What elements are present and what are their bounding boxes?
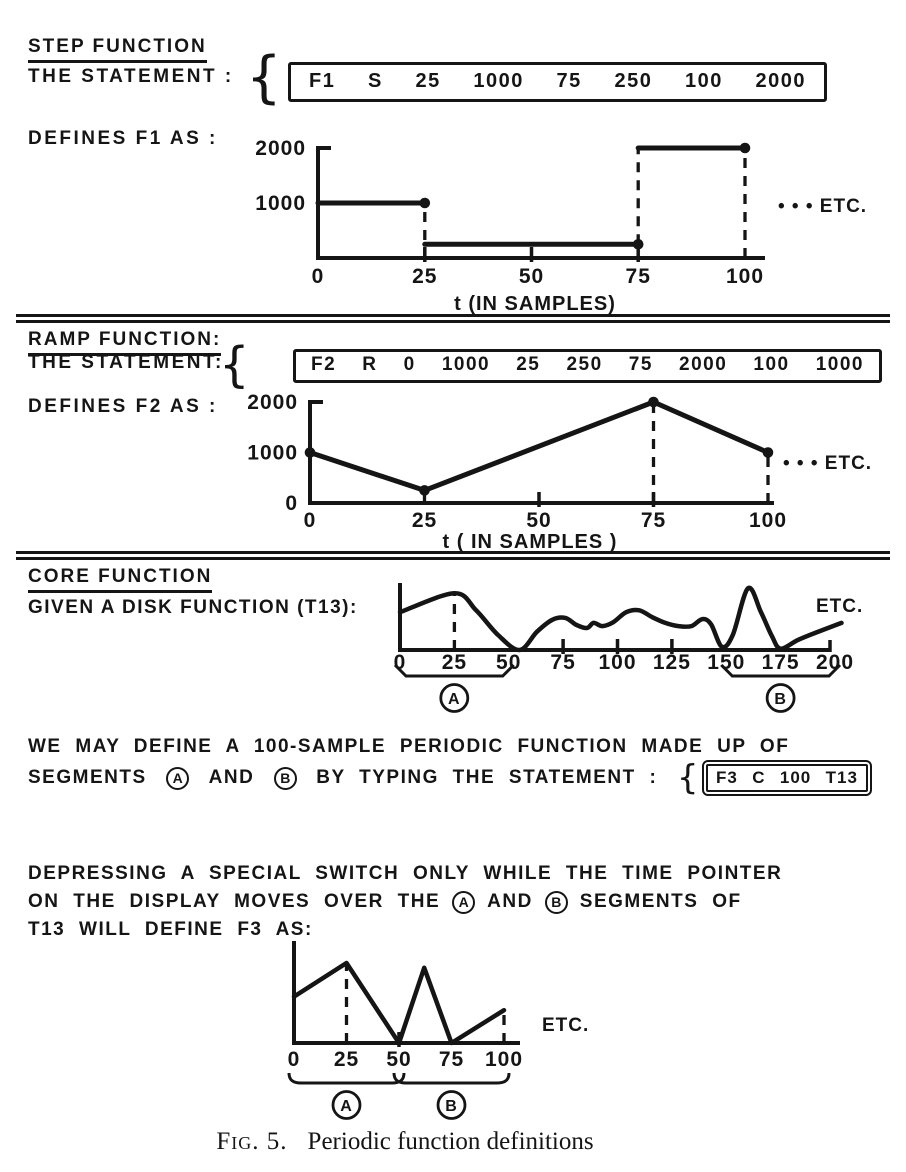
f3-open-brace: { <box>676 758 700 798</box>
ramp-statement-box: F2 R 0 1000 25 250 75 2000 100 1000 <box>293 349 882 383</box>
x-tick-label: 50 <box>496 651 522 674</box>
x-axis-title: t (IN SAMPLES) <box>454 293 616 315</box>
compose-line1: WE MAY DEFINE A 100-SAMPLE PERIODIC FUNCTION MADE UP OF <box>28 736 790 757</box>
x-tick-label: 100 <box>598 651 637 674</box>
f3-statement-box: F3 C 100 T13 <box>706 764 868 792</box>
x-tick-label: 75 <box>550 651 576 674</box>
x-tick-label: 25 <box>411 509 438 532</box>
ramp-open-brace: { <box>219 337 250 393</box>
y-tick-label: 2000 <box>247 391 298 414</box>
step-open-brace: { <box>246 45 282 110</box>
segment-a-badge <box>166 767 189 790</box>
compose-line2 <box>28 758 868 798</box>
x-axis-title: t ( IN SAMPLES ) <box>442 531 618 553</box>
y-tick-label: 1000 <box>247 441 298 465</box>
ramp-defines-label: DEFINES F2 AS : <box>28 396 218 417</box>
x-tick-label: 25 <box>333 1048 360 1071</box>
x-tick-label: 75 <box>625 265 651 288</box>
segment-b-letter: B <box>280 770 291 786</box>
x-tick-label: 50 <box>526 509 552 532</box>
segment-label: B <box>774 691 787 708</box>
x-tick-label: 75 <box>438 1048 465 1071</box>
step-function-chart <box>140 132 890 332</box>
y-tick-label: 1000 <box>255 192 306 215</box>
section-divider <box>16 314 890 323</box>
x-tick-label: 175 <box>761 651 800 674</box>
x-tick-label: 0 <box>303 509 317 532</box>
etc-label: • • • ETC. <box>778 196 868 217</box>
etc-label: ETC. <box>542 1015 590 1036</box>
switch-note-line2 <box>28 888 782 916</box>
data-point <box>419 485 430 496</box>
step-statement-box: F1 S 25 1000 75 250 100 2000 <box>288 62 827 102</box>
function-curve <box>400 588 842 650</box>
switch-note-line2-post: SEGMENTS OF <box>579 891 742 912</box>
segment-a-letter: A <box>172 770 183 786</box>
f3-statement-group <box>676 758 868 798</box>
compose-line2-rest: BY TYPING THE STATEMENT : <box>316 767 658 788</box>
axis <box>294 941 520 1043</box>
segment-label: A <box>448 691 461 708</box>
figure-caption-text: Periodic function definitions <box>307 1128 594 1155</box>
segment-a-badge <box>452 891 475 914</box>
segment-a-letter: A <box>458 894 469 910</box>
step-defines-label: DEFINES F1 AS : <box>28 128 218 149</box>
figure-caption <box>0 1128 810 1156</box>
x-tick-label: 150 <box>707 651 746 674</box>
disk-function-chart <box>390 558 906 713</box>
word-and: AND <box>208 767 255 788</box>
segment-b-badge <box>545 891 568 914</box>
x-tick-label: 0 <box>311 265 325 288</box>
core-given-label: GIVEN A DISK FUNCTION (T13): <box>28 597 358 618</box>
x-tick-label: 200 <box>815 651 855 674</box>
y-tick-label: 2000 <box>255 137 306 160</box>
x-tick-label: 100 <box>725 265 765 288</box>
word-and: AND <box>487 891 533 912</box>
switch-note-line2-pre: ON THE DISPLAY MOVES OVER THE <box>28 891 441 912</box>
ramp-section-heading: RAMP FUNCTION: <box>28 329 221 356</box>
switch-note-paragraph <box>28 860 782 944</box>
segment-b-badge <box>274 767 297 790</box>
figure-caption-number: Fig. 5. <box>216 1128 288 1155</box>
x-tick-label: 100 <box>484 1048 524 1071</box>
segment-brace <box>394 1073 509 1083</box>
switch-note-line3: T13 WILL DEFINE F3 AS: <box>28 919 313 940</box>
segment-b-letter: B <box>551 894 562 910</box>
ramp-statement-label: THE STATEMENT: <box>28 352 224 373</box>
x-tick-label: 0 <box>393 651 407 674</box>
etc-label: • • • ETC. <box>783 453 873 474</box>
step-section-heading: STEP FUNCTION <box>28 36 207 63</box>
axis <box>310 402 774 503</box>
core-section-heading: CORE FUNCTION <box>28 566 212 593</box>
x-tick-label: 125 <box>652 651 691 674</box>
data-point <box>420 198 431 209</box>
x-tick-label: 0 <box>287 1048 301 1071</box>
segment-label: B <box>445 1098 458 1115</box>
x-tick-label: 50 <box>386 1048 412 1071</box>
data-point <box>648 397 659 408</box>
data-point <box>633 239 644 250</box>
switch-note-line1: DEPRESSING A SPECIAL SWITCH ONLY WHILE THE TIME POINTER <box>28 863 783 884</box>
x-tick-label: 75 <box>640 509 667 532</box>
compose-paragraph <box>28 733 868 798</box>
function-curve <box>294 963 504 1043</box>
x-tick-label: 25 <box>441 651 468 674</box>
data-point <box>740 143 751 154</box>
etc-label: ETC. <box>816 596 864 617</box>
x-tick-label: 50 <box>518 265 545 288</box>
x-tick-label: 25 <box>412 265 438 288</box>
word-segments: SEGMENTS <box>28 767 147 788</box>
function-curve <box>310 402 768 490</box>
data-point <box>305 447 316 458</box>
x-tick-label: 100 <box>748 509 788 532</box>
segment-label: A <box>340 1098 353 1115</box>
step-statement-label: THE STATEMENT : <box>28 66 234 87</box>
f3-function-chart <box>280 933 706 1125</box>
y-tick-label: 0 <box>285 492 298 515</box>
data-point <box>763 447 774 458</box>
segment-brace <box>289 1073 404 1083</box>
ramp-function-chart <box>140 385 900 560</box>
